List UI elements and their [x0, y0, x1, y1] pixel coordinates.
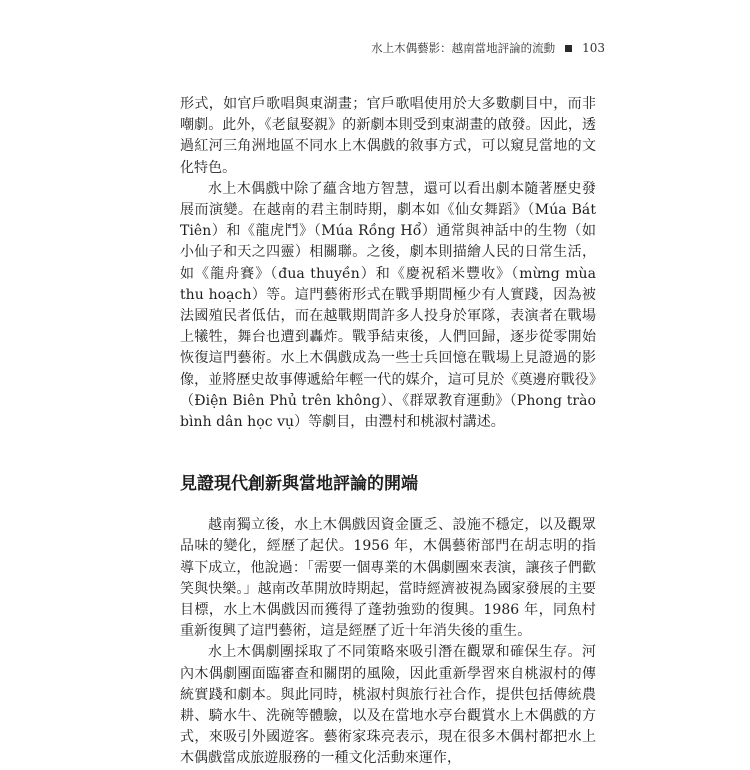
section-heading: 見證現代創新與當地評論的開端	[180, 474, 418, 495]
paragraph: 水上木偶戲中除了蘊含地方智慧，還可以看出劇本隨著歷史發展而演變。在越南的君主制時期，劇本如《仙女舞蹈》（Múa Bát Tiên）和《龍虎鬥》（Múa Rồng Hổ）通常與神話中的生物（如小仙子和天之四靈）相關聯。之後，劇本則描繪人民的日常生活，如《龍舟賽》（đua thuyền）和《慶祝稻米豐收》（mừng mùa thu hoạch）等。這門藝術形式在戰爭期間極少有人實踐，因為被法國殖民者低估，而在越戰期間許多人投身於軍隊，表演者在戰場上犧牲，舞台也遭到轟炸。戰爭結束後，人們回歸，逐步從零開始恢復這門藝術。水上木偶戲成為一些士兵回憶在戰場上見證過的影像，並將歷史故事傳遞給年輕一代的媒介，這可見於《奠邊府戰役》（Điện Biên Phủ trên không）、《群眾教育運動》（Phong trào bình dân học vụ）等劇目，由灃村和桃淑村講述。	[180, 180, 596, 431]
paragraph: 水上木偶劇團採取了不同策略來吸引潛在觀眾和確保生存。河內木偶劇團面臨審查和關閉的風險，因此重新學習來自桃淑村的傳統實踐和劇本。與此同時，桃淑村與旅行社合作，提供包括傳統農耕、騎水牛、洗碗等體驗，以及在當地水亭台觀賞水上木偶戲的方式，來吸引外國遊客。藝術家珠亮表示，現在很多木偶村都把水上木偶戲當成旅遊服務的一種文化活動來運作，	[180, 644, 596, 767]
running-header	[371, 40, 605, 56]
header-square-icon	[565, 45, 572, 52]
paragraph: 形式，如官戶歌唱與東湖畫；官戶歌唱使用於大多數劇目中，而非嘲劇。此外，《老鼠娶親》的新劇本則受到東湖畫的啟發。因此，透過紅河三角洲地區不同水上木偶戲的敘事方式，可以窺見當地的文化特色。	[180, 96, 596, 176]
page-body	[180, 94, 596, 770]
paragraph: 越南獨立後，水上木偶戲因資金匱乏、設施不穩定，以及觀眾品味的變化，經歷了起伏。1956 年，木偶藝術部門在胡志明的指導下成立，他說過：「需要一個專業的木偶劇團來表演，讓孩子們歡笑與快樂。」越南改革開放時期起，當時經濟被視為國家發展的主要目標，水上木偶戲因而獲得了蓬勃強勁的復興。1986 年，同魚村重新復興了這門藝術，這是經歷了近十年消失後的重生。	[180, 517, 596, 640]
page-number: 103	[582, 41, 605, 55]
running-title: 水上木偶藝影：越南當地評論的流動	[371, 41, 556, 55]
